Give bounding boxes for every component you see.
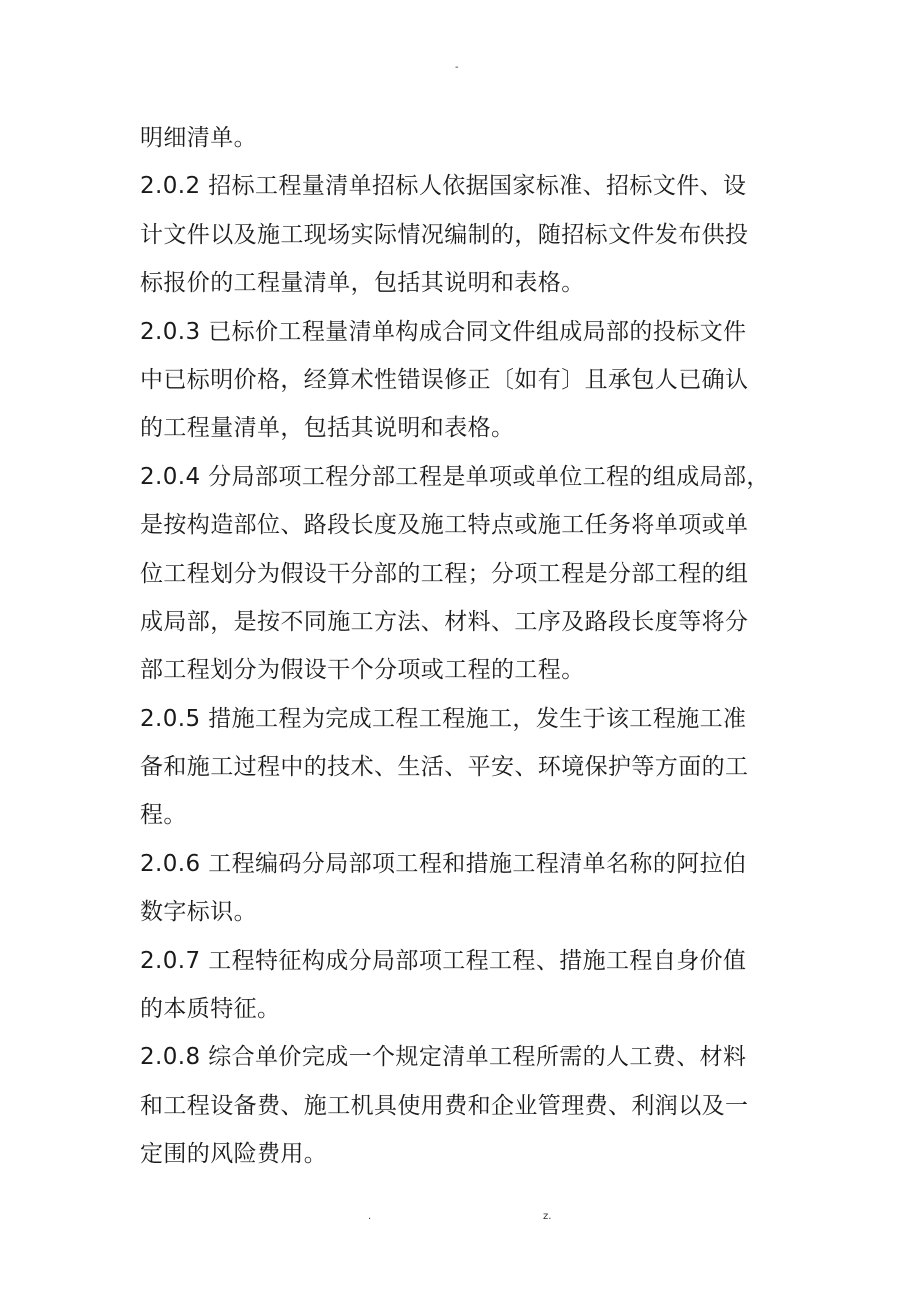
- text-line: 定围的风险费用。: [140, 1141, 328, 1168]
- text-line: 数字标识。: [140, 899, 257, 926]
- text-line: 2.0.5 措施工程为完成工程工程施工，发生于该工程施工准: [140, 705, 747, 732]
- text-line: 2.0.4 分局部项工程分部工程是单项或单位工程的组成局部，: [140, 463, 770, 490]
- text-line: 位工程划分为假设干分部的工程；分项工程是分部工程的组: [140, 560, 749, 587]
- text-line: 2.0.6 工程编码分局部项工程和措施工程清单名称的阿拉伯: [140, 850, 747, 877]
- text-line: 的工程量清单，包括其说明和表格。: [140, 415, 515, 442]
- page-header-mark: -: [455, 62, 459, 73]
- text-line: 成局部，是按不同施工方法、材料、工序及路段长度等将分: [140, 608, 749, 635]
- text-line: 中已标明价格，经算术性错误修正〔如有〕且承包人已确认: [140, 366, 749, 393]
- text-line: 的本质特征。: [140, 996, 281, 1023]
- text-line: 程。: [140, 802, 187, 829]
- document-body: [140, 114, 790, 1179]
- text-line: 备和施工过程中的技术、生活、平安、环境保护等方面的工: [140, 754, 749, 781]
- text-line: 计文件以及施工现场实际情况编制的，随招标文件发布供投: [140, 221, 749, 248]
- text-line: 标报价的工程量清单，包括其说明和表格。: [140, 270, 585, 297]
- text-line: 2.0.8 综合单价完成一个规定清单工程所需的人工费、材料: [140, 1044, 747, 1071]
- text-line: 部工程划分为假设干个分项或工程的工程。: [140, 657, 585, 684]
- text-line: 2.0.3 已标价工程量清单构成合同文件组成局部的投标文件: [140, 318, 747, 345]
- text-line: 2.0.2 招标工程量清单招标人依据国家标准、招标文件、设: [140, 173, 747, 200]
- text-line: 明细清单。: [140, 125, 257, 151]
- text-line: 和工程设备费、施工机具使用费和企业管理费、利润以及一: [140, 1092, 749, 1119]
- text-line: 是按构造部位、路段长度及施工特点或施工任务将单项或单: [140, 512, 749, 539]
- text-line: 2.0.7 工程特征构成分局部项工程工程、措施工程自身价值: [140, 947, 747, 974]
- page-footer-left: .: [368, 1211, 372, 1222]
- page-footer-right: z.: [543, 1211, 552, 1222]
